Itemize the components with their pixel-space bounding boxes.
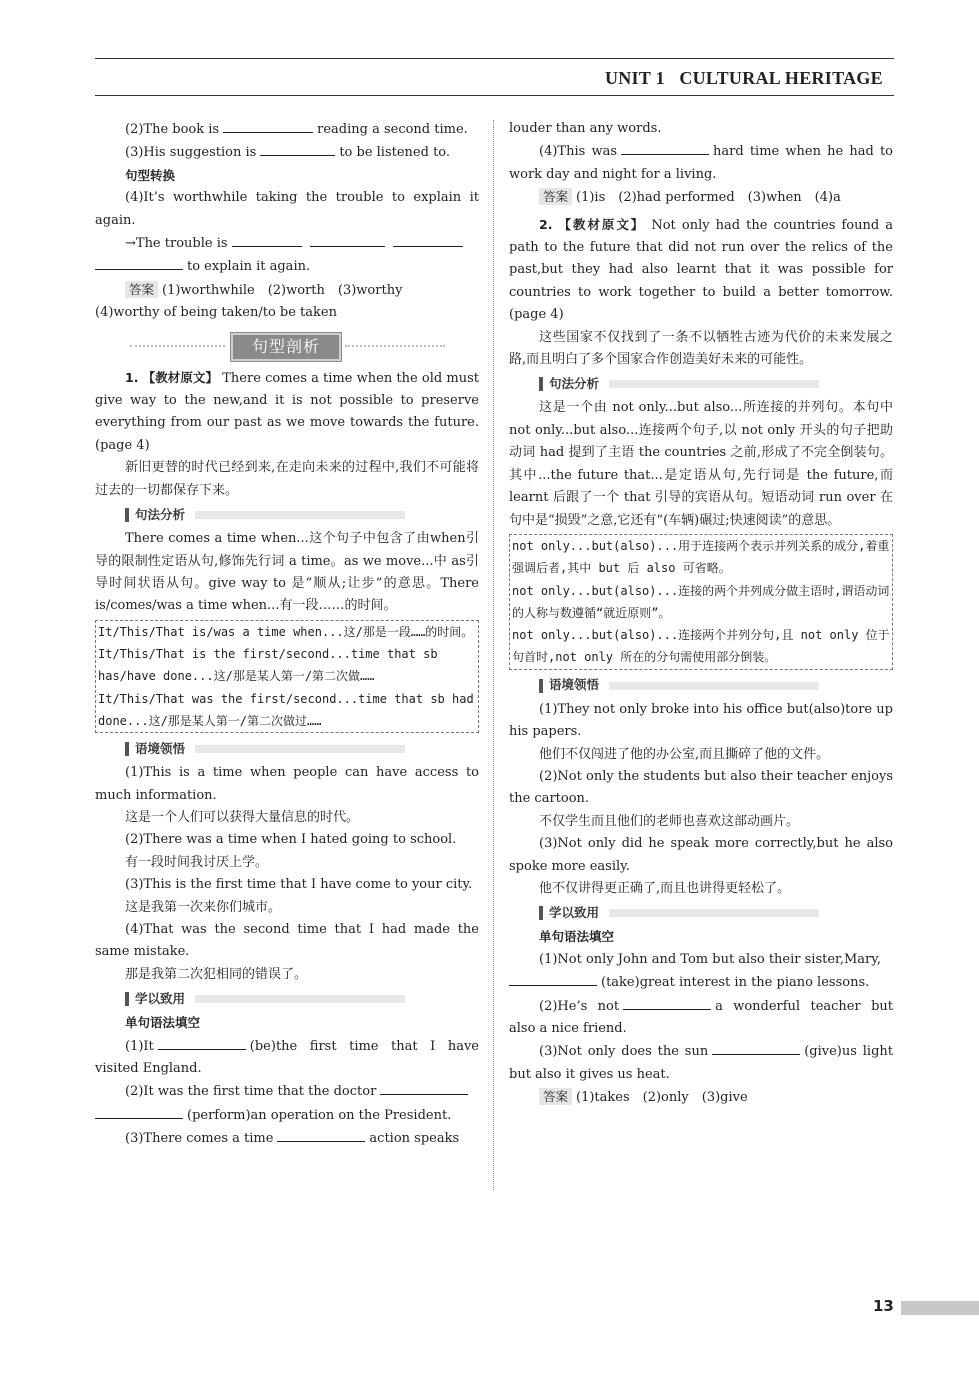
example-translation: 这是我第一次来你们城市。 (125, 899, 282, 915)
example-translation: 不仅学生而且他们的老师也喜欢这部动画片。 (539, 813, 800, 829)
section-banner (95, 331, 479, 363)
answer-line: 答案 (1)worthwhile (2)worth (3)worthy (95, 279, 479, 302)
answer-line: 答案 (1)takes (2)only (3)give (509, 1086, 893, 1109)
example-sentence: (2)There was a time when I hated going to school. (125, 832, 457, 848)
subheading-analysis: 句法分析 (125, 505, 479, 525)
example-sentence: (4)That was the second time that I had made the same mistake. (95, 922, 479, 960)
analysis-text: 这是一个由 not only...but also...所连接的并列句。本句中 not only...but also...连接两个句子,以 not only 开头的句子把助动词 had 提到了主语 the countries 之前,形成了不完全倒装句。其中...the future that...是定语从句,先行词是 the future,而 learnt 后跟了一个 that 引导的宾语从句。短语动词 run over 在句中是“损毁”之意,它还有“(车辆)碾过;快速阅读”的意思。 (509, 400, 893, 528)
exercise-line: (2)He’s not a wonderful teacher but also a nice friend. (509, 995, 893, 1041)
pattern-item: not only...but(also)...连接两个并列分句,且 not only 位于句首时,not only 所在的分句需使用部分倒装。 (512, 628, 890, 665)
exercise-line: to explain it again. (95, 255, 479, 278)
answer-line: (4)worthy of being taken/to be taken (95, 305, 337, 321)
exercise-line: (1)Not only John and Tom but also their sister,Mary, (539, 951, 881, 967)
section-label-transform: 句型转换 (125, 167, 176, 183)
exercise-line: (2)It was the first time that the doctor (95, 1080, 479, 1103)
answer-blank[interactable] (621, 140, 709, 155)
textbook-sentence: 2. 【教材原文】 Not only had the countries found a path to the future that did not run over the relics of the past,but they had also learnt that it was possible for countries to work together to build a better tomorrow.(page 4) (509, 216, 893, 323)
pattern-item: not only...but(also)...用于连接两个表示并列关系的成分,着重强调后者,其中 but 后 also 可省略。 (512, 538, 890, 576)
exercise-line: (2)The book is reading a second time. (95, 118, 479, 141)
answer-blank[interactable] (623, 995, 711, 1010)
exercise-title: 单句语法填空 (539, 929, 615, 945)
subheading-apply: 学以致用 (125, 989, 479, 1009)
answer-blank[interactable] (223, 118, 313, 133)
exercise-line: louder than any words. (509, 121, 662, 136)
left-column (95, 118, 479, 1151)
answer-blank[interactable] (393, 232, 463, 247)
subheading-context: 语境领悟 (539, 676, 893, 696)
example-translation: 那是我第二次犯相同的错误了。 (125, 966, 308, 982)
exercise-line: (4)It’s worthwhile taking the trouble to explain it again. (95, 190, 479, 228)
example-translation: 有一段时间我讨厌上学。 (125, 854, 269, 870)
header-rule-top (95, 58, 894, 59)
answer-line: 答案 (1)is (2)had performed (3)when (4)a (509, 186, 893, 209)
answer-blank[interactable] (509, 971, 597, 986)
subheading-apply: 学以致用 (539, 903, 893, 923)
answer-tag: 答案 (539, 188, 572, 205)
answer-blank[interactable] (277, 1127, 365, 1142)
pattern-item: It/This/That is/was a time when...这/那是一段……的时间。 (98, 624, 474, 639)
pattern-item: not only...but(also)...连接的两个并列成分做主语时,谓语动词的人称与数遵循“就近原则”。 (512, 583, 890, 620)
answer-blank[interactable] (260, 141, 335, 156)
page-number: 13 (873, 1297, 894, 1315)
banner-dots (345, 345, 445, 347)
header-rule-bottom (95, 95, 894, 96)
exercise-line: (3)His suggestion is to be listened to. (95, 141, 479, 164)
exercise-line: (1)It (be)the first time that I have visited England. (95, 1035, 479, 1081)
example-translation: 他们不仅闯进了他的办公室,而且撕碎了他的文件。 (539, 746, 830, 762)
example-sentence: (1)They not only broke into his office but(also)tore up his papers. (509, 701, 893, 740)
translation: 新旧更替的时代已经到来,在走向未来的过程中,我们不可能将过去的一切都保存下来。 (95, 460, 479, 498)
example-sentence: (1)This is a time when people can have access to much information. (95, 765, 479, 803)
exercise-line: (take)great interest in the piano lessons. (509, 971, 893, 994)
answer-blank[interactable] (712, 1040, 800, 1055)
exercise-line: →The trouble is (95, 232, 479, 255)
exercise-line: (3)Not only does the sun (give)us light but also it gives us heat. (509, 1040, 893, 1086)
textbook-sentence: 1. 【教材原文】 There comes a time when the old must give way to the new,and it is not possible to preserve everything from our past as we move towards the future.(page 4) (95, 369, 479, 453)
exercise-line: (3)There comes a time action speaks (95, 1127, 479, 1150)
right-column (509, 118, 893, 1110)
example-translation: 他不仅讲得更正确了,而且也讲得更轻松了。 (539, 880, 791, 896)
pattern-box (509, 534, 893, 670)
subheading-analysis: 句法分析 (539, 374, 893, 394)
example-sentence: (3)Not only did he speak more correctly,but he also spoke more easily. (509, 836, 893, 874)
pattern-item: It/This/That was the first/second...time that sb had done...这/那是某人第一/第二次做过…… (98, 691, 474, 728)
example-translation: 这是一个人们可以获得大量信息的时代。 (125, 810, 360, 826)
translation: 这些国家不仅找到了一条不以牺牲古迹为代价的未来发展之路,而且明白了多个国家合作创造美好未来的可能性。 (509, 329, 893, 368)
answer-blank[interactable] (232, 232, 302, 247)
example-sentence: (3)This is the first time that I have come to your city. (125, 877, 473, 893)
pattern-item: It/This/That is the first/second...time that sb has/have done...这/那是某人第一/第二次做…… (98, 647, 438, 684)
exercise-title: 单句语法填空 (125, 1015, 201, 1031)
banner-dots (130, 345, 225, 347)
answer-blank[interactable] (95, 1104, 183, 1119)
example-sentence: (2)Not only the students but also their teacher enjoys the cartoon. (509, 768, 893, 807)
exercise-line: (4)This was hard time when he had to work day and night for a living. (509, 140, 893, 186)
subheading-context: 语境领悟 (125, 739, 479, 759)
answer-blank[interactable] (158, 1035, 246, 1050)
unit-title: UNIT 1 CULTURAL HERITAGE (604, 68, 883, 88)
analysis-text: There comes a time when...这个句子中包含了由when引导的限制性定语从句,修饰先行词 a time。as we move...中 as引导时间状语从句。give way to 是“顺从;让步”的意思。There is/comes/was a time when...有一段……的时间。 (95, 531, 479, 614)
banner-title: 句型剖析 (231, 333, 341, 361)
answer-tag: 答案 (539, 1088, 572, 1105)
page-number-bar (901, 1301, 979, 1315)
answer-blank[interactable] (310, 232, 385, 247)
answer-tag: 答案 (125, 281, 158, 298)
pattern-box (95, 620, 479, 733)
column-divider (493, 120, 494, 1190)
answer-blank[interactable] (95, 255, 183, 270)
exercise-line: (perform)an operation on the President. (95, 1104, 479, 1127)
answer-blank[interactable] (380, 1080, 468, 1095)
